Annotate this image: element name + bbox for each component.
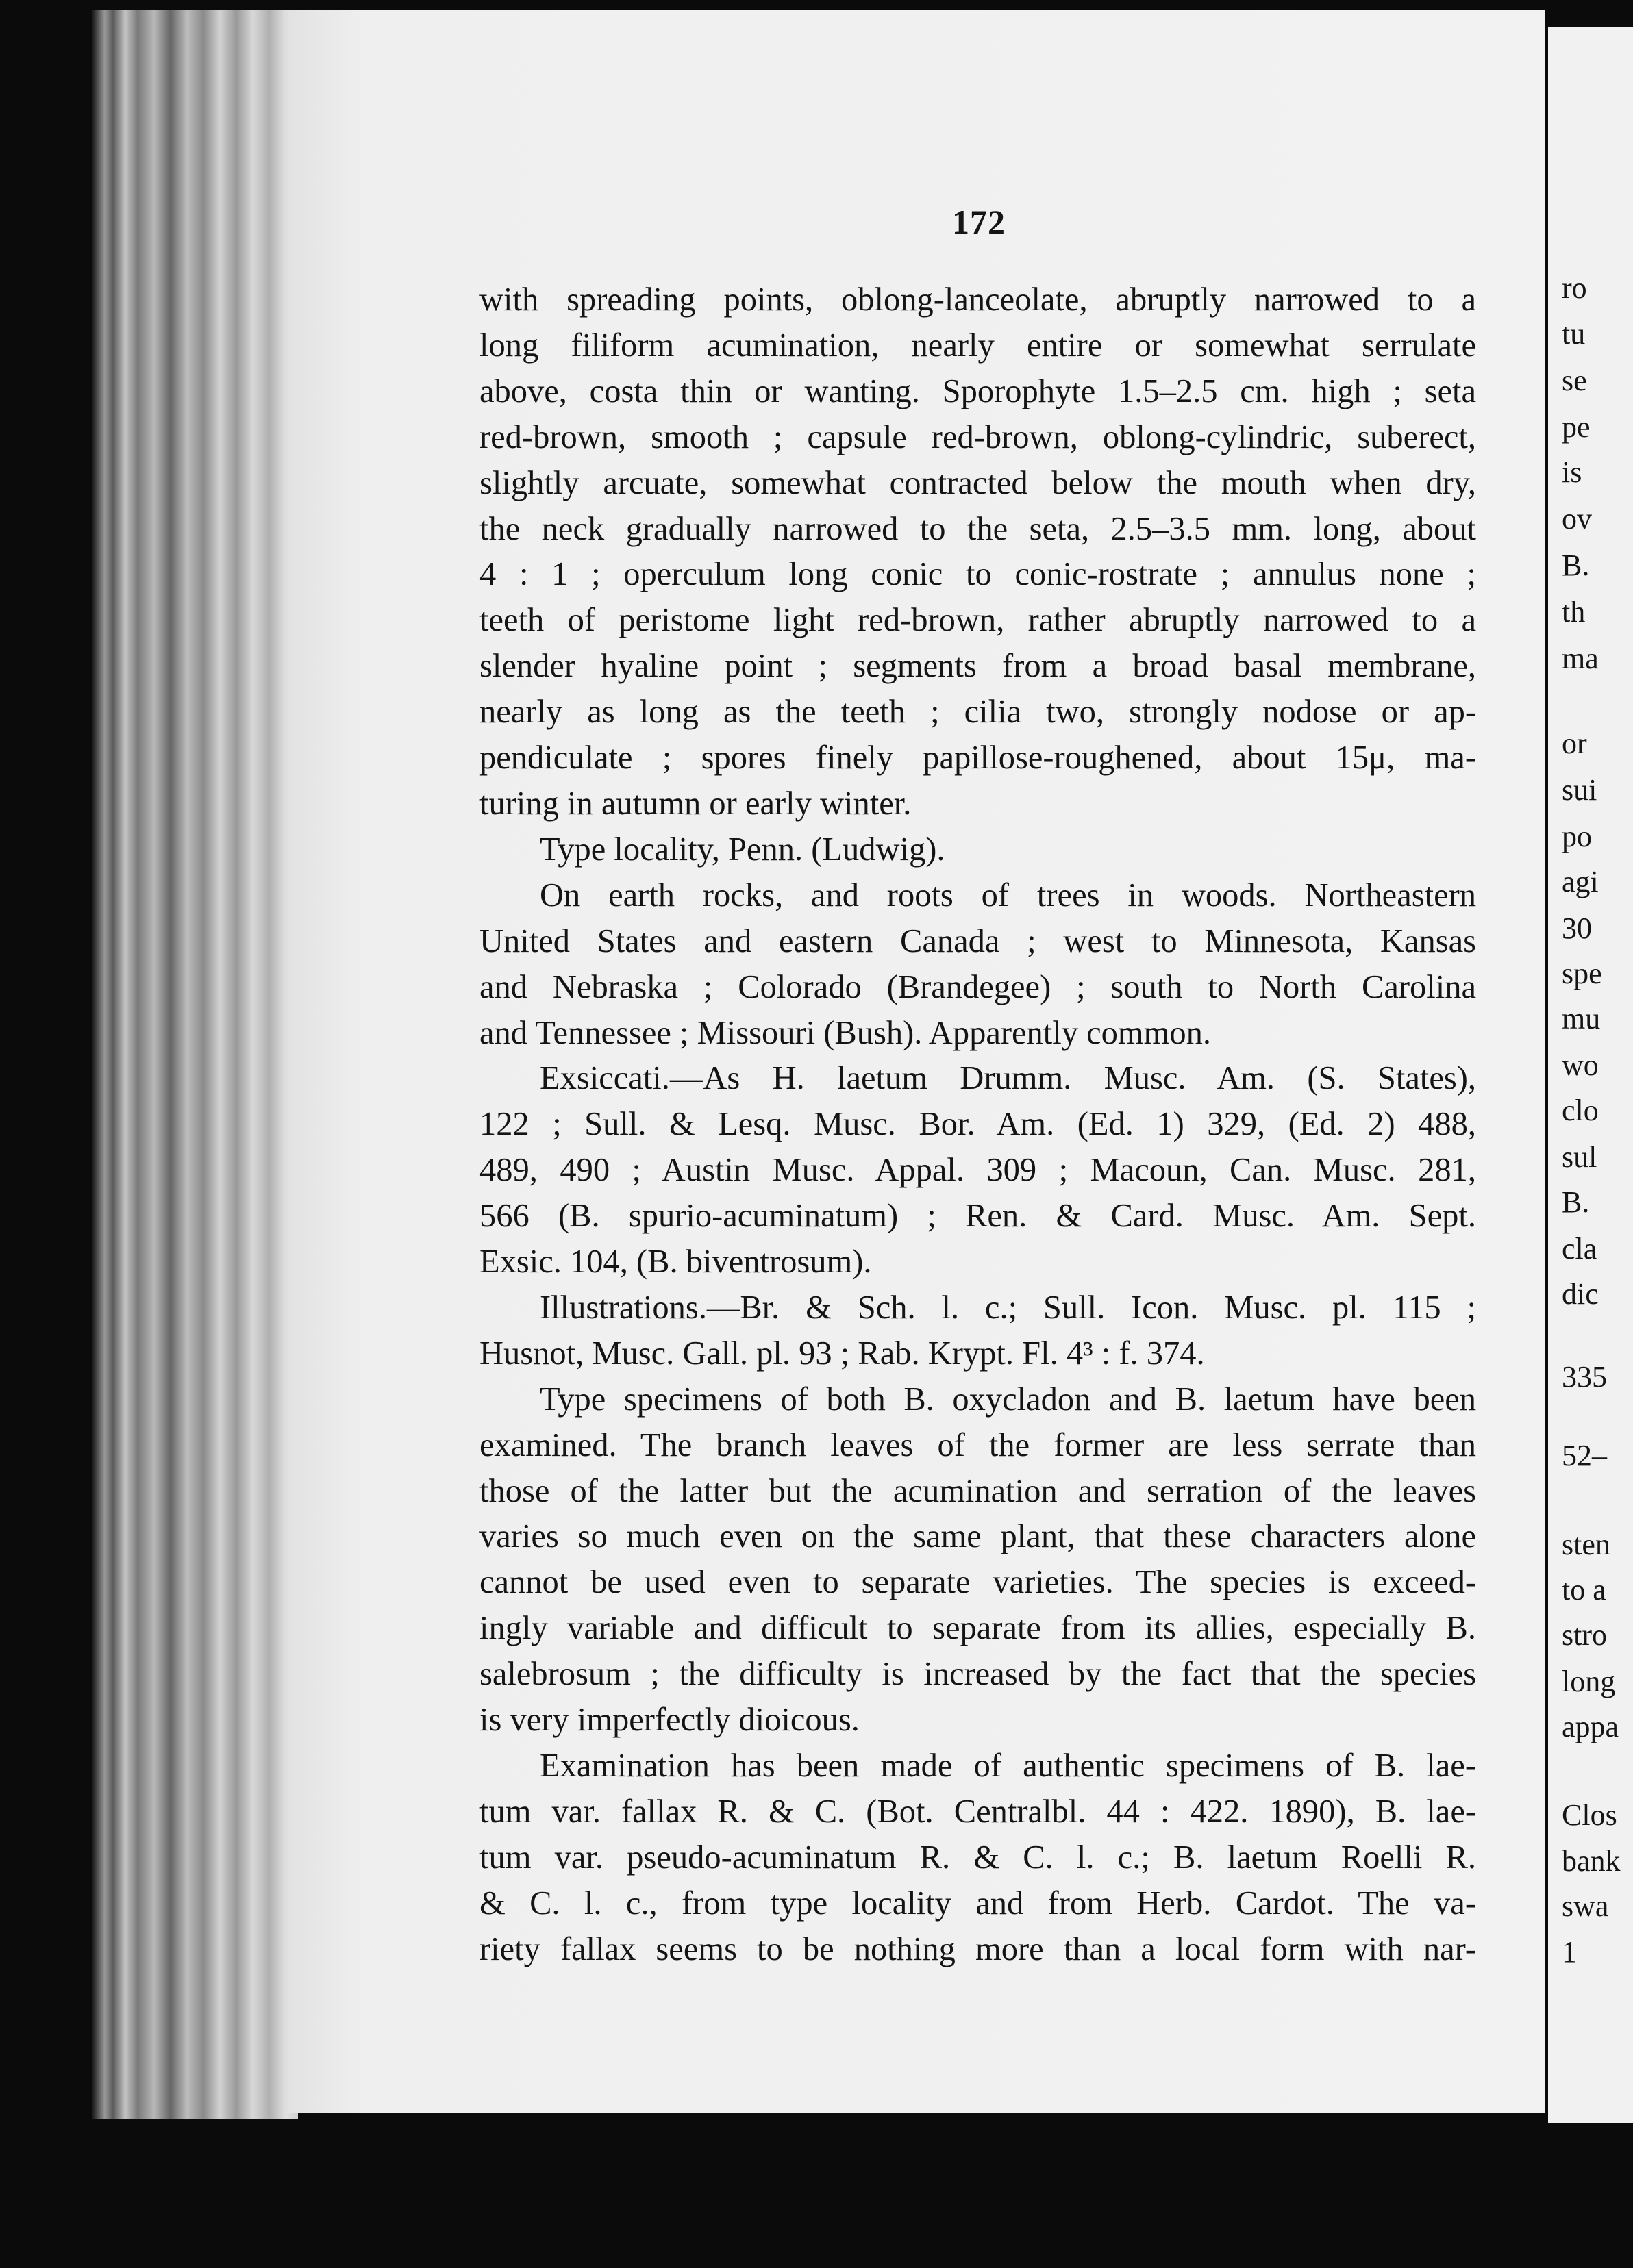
text-line: United States and eastern Canada ; west to Minnesota, Kansas bbox=[479, 922, 1476, 959]
opposite-page-fragment: 335 bbox=[1562, 1360, 1607, 1394]
opposite-page-fragment: stro bbox=[1562, 1618, 1607, 1652]
opposite-page-fragment: appa bbox=[1562, 1710, 1619, 1743]
text-line: the neck gradually narrowed to the seta, 2.5–3.5 mm. long, about bbox=[479, 510, 1476, 547]
opposite-page-fragment: ro bbox=[1562, 271, 1587, 305]
text-line: above, costa thin or wanting. Sporophyte 1.5–2.5 cm. high ; seta bbox=[479, 373, 1476, 410]
opposite-page-fragment: 1 bbox=[1562, 1935, 1577, 1969]
text-line: cannot be used even to separate varieties. The species is exceed- bbox=[479, 1564, 1476, 1601]
text-line: Illustrations.—Br. & Sch. l. c.; Sull. Icon. Musc. pl. 115 ; bbox=[540, 1289, 1476, 1326]
opposite-page-fragment: swa bbox=[1562, 1889, 1609, 1923]
text-line: 566 (B. spurio-acuminatum) ; Ren. & Card. Musc. Am. Sept. bbox=[479, 1198, 1476, 1235]
text-line: & C. l. c., from type locality and from Herb. Cardot. The va- bbox=[479, 1885, 1476, 1922]
text-line: pendiculate ; spores finely papillose-roughened, about 15μ, ma- bbox=[479, 740, 1476, 777]
text-line: teeth of peristome light red-brown, rather abruptly narrowed to a bbox=[479, 602, 1476, 639]
opposite-page-fragment: clo bbox=[1562, 1094, 1599, 1127]
text-line: and Nebraska ; Colorado (Brandegee) ; south to North Carolina bbox=[479, 968, 1476, 1005]
page-number: 172 bbox=[952, 203, 1006, 241]
book-page-edges bbox=[92, 10, 298, 2119]
opposite-page-fragment: is bbox=[1562, 455, 1582, 489]
text-line: slightly arcuate, somewhat contracted below the mouth when dry, bbox=[479, 464, 1476, 501]
body-text bbox=[479, 277, 1476, 1973]
text-line: Exsic. 104, (B. biventrosum). bbox=[479, 1244, 872, 1281]
text-line: tum var. fallax R. & C. (Bot. Centralbl. 44 : 422. 1890), B. lae- bbox=[479, 1793, 1476, 1830]
text-line: tum var. pseudo-acuminatum R. & C. l. c.; B. laetum Roelli R. bbox=[479, 1839, 1476, 1876]
text-line: On earth rocks, and roots of trees in woods. Northeastern bbox=[540, 877, 1476, 914]
text-line: nearly as long as the teeth ; cilia two, strongly nodose or ap- bbox=[479, 694, 1476, 731]
text-line: Husnot, Musc. Gall. pl. 93 ; Rab. Krypt. Fl. 4³ : f. 374. bbox=[479, 1335, 1205, 1372]
opposite-page-fragment: se bbox=[1562, 364, 1587, 397]
text-line: examined. The branch leaves of the former are less serrate than bbox=[479, 1426, 1476, 1463]
text-line: 122 ; Sull. & Lesq. Musc. Bor. Am. (Ed. 1) 329, (Ed. 2) 488, bbox=[479, 1106, 1476, 1143]
opposite-page-fragment: ma bbox=[1562, 642, 1599, 675]
text-line: riety fallax seems to be nothing more than a local form with nar- bbox=[479, 1930, 1476, 1967]
text-line: turing in autumn or early winter. bbox=[479, 785, 912, 822]
opposite-page-fragment: sten bbox=[1562, 1528, 1610, 1561]
text-line: Exsiccati.—As H. laetum Drumm. Musc. Am. (S. States), bbox=[540, 1060, 1476, 1097]
opposite-page-fragment: tu bbox=[1562, 317, 1586, 351]
text-line: Type specimens of both B. oxycladon and B. laetum have been bbox=[540, 1381, 1476, 1418]
text-line: 489, 490 ; Austin Musc. Appal. 309 ; Macoun, Can. Musc. 281, bbox=[479, 1152, 1476, 1189]
text-line: slender hyaline point ; segments from a broad basal membrane, bbox=[479, 648, 1476, 685]
text-line: salebrosum ; the difficulty is increased by the fact that the species bbox=[479, 1656, 1476, 1693]
text-line: Examination has been made of authentic specimens of B. lae- bbox=[540, 1748, 1476, 1784]
opposite-page-fragment: 30 bbox=[1562, 911, 1592, 945]
opposite-page-fragment: Clos bbox=[1562, 1798, 1617, 1832]
opposite-page-fragment: agi bbox=[1562, 865, 1599, 898]
text-line: long filiform acumination, nearly entire or somewhat serrulate bbox=[479, 327, 1476, 364]
text-line: red-brown, smooth ; capsule red-brown, oblong-cylindric, suberect, bbox=[479, 418, 1476, 455]
opposite-page-fragment: B. bbox=[1562, 549, 1590, 582]
text-line: and Tennessee ; Missouri (Bush). Apparently common. bbox=[479, 1014, 1211, 1051]
opposite-page-fragment: or bbox=[1562, 727, 1587, 760]
opposite-page-fragment: cla bbox=[1562, 1232, 1597, 1265]
opposite-page-fragment: long bbox=[1562, 1665, 1616, 1698]
opposite-page-edge bbox=[1548, 27, 1633, 2123]
text-line: with spreading points, oblong-lanceolate, abruptly narrowed to a bbox=[479, 281, 1476, 318]
opposite-page-fragment: wo bbox=[1562, 1048, 1599, 1082]
opposite-page-fragment: pe bbox=[1562, 410, 1591, 444]
text-line: 4 : 1 ; operculum long conic to conic-rostrate ; annulus none ; bbox=[479, 556, 1476, 593]
text-line: Type locality, Penn. (Ludwig). bbox=[540, 831, 945, 868]
opposite-page-fragment: bank bbox=[1562, 1844, 1621, 1878]
opposite-page-fragment: sui bbox=[1562, 773, 1597, 807]
opposite-page-fragment: to a bbox=[1562, 1573, 1606, 1606]
opposite-page-fragment: mu bbox=[1562, 1002, 1601, 1035]
opposite-page-fragment: spe bbox=[1562, 957, 1602, 990]
opposite-page-fragment: ov bbox=[1562, 502, 1592, 536]
opposite-page-fragment: sul bbox=[1562, 1140, 1597, 1174]
opposite-page-fragment: dic bbox=[1562, 1277, 1599, 1311]
text-line: is very imperfectly dioicous. bbox=[479, 1702, 860, 1739]
text-line: those of the latter but the acumination and serration of the leaves bbox=[479, 1472, 1476, 1509]
opposite-page-fragment: po bbox=[1562, 820, 1592, 853]
opposite-page-fragment: th bbox=[1562, 595, 1586, 629]
text-line: ingly variable and difficult to separate from its allies, especially B. bbox=[479, 1610, 1476, 1647]
text-line: varies so much even on the same plant, that these characters alone bbox=[479, 1518, 1476, 1555]
opposite-page-fragment: B. bbox=[1562, 1185, 1590, 1219]
opposite-page-fragment: 52– bbox=[1562, 1439, 1607, 1472]
